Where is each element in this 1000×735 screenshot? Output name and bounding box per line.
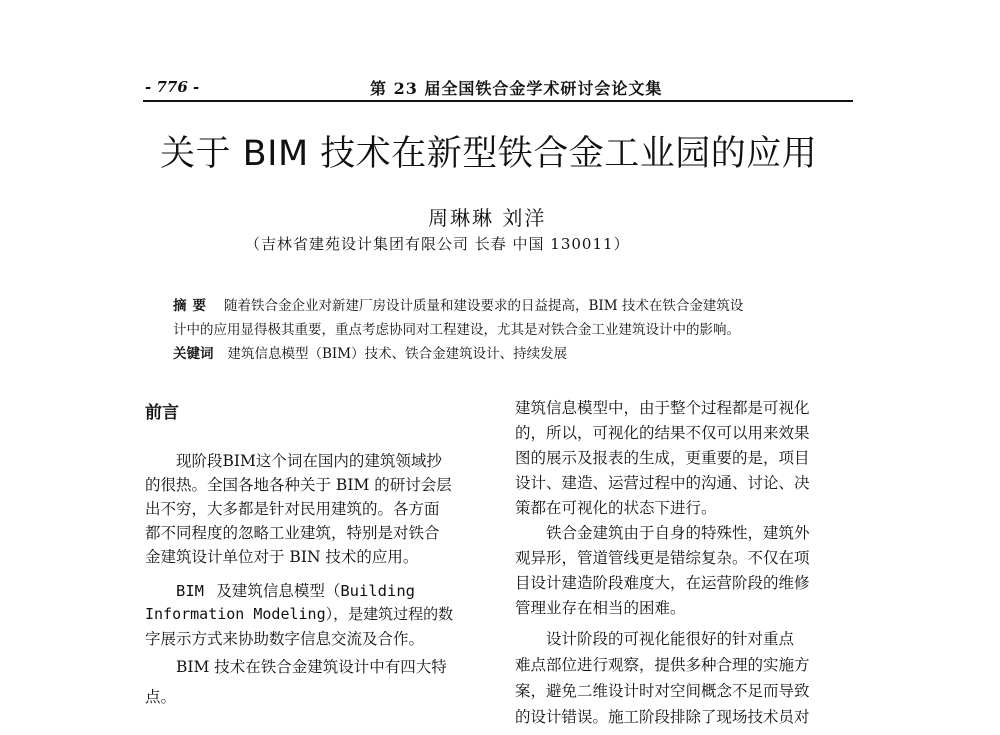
- header-rule: [143, 100, 853, 102]
- abstract-line-1: [173, 294, 743, 314]
- running-head: 第 23 届全国铁合金学术研讨会论文集: [370, 79, 663, 98]
- abstract-label: 摘要: [173, 298, 212, 314]
- section-heading: 前言: [145, 403, 179, 423]
- left-line: BIM 技术在铁合金建筑设计中有四大特: [145, 658, 447, 676]
- right-line: 设计、建造、运营过程中的沟通、讨论、决: [515, 474, 810, 492]
- right-line: 策都在可视化的状态下进行。: [515, 499, 717, 517]
- right-line: 难点部位进行观察，提供多种合理的实施方: [515, 656, 810, 674]
- left-line: 现阶段BIM这个词在国内的建筑领域抄: [145, 452, 442, 470]
- abstract-line-2: 计中的应用显得极其重要，重点考虑协同对工程建设，尤其是对铁合金工业建筑设计中的影响。: [173, 322, 740, 338]
- authors: 周琳琳 刘洋: [428, 206, 547, 230]
- right-line: 管理业存在相当的困难。: [515, 599, 686, 617]
- right-line: 观异形，管道管线更是错综复杂。不仅在项: [515, 549, 810, 567]
- affiliation: （吉林省建苑设计集团有限公司 长春 中国 130011）: [245, 235, 630, 253]
- page-number: - 776 -: [145, 78, 200, 96]
- abstract-text-1: 随着铁合金企业对新建厂房设计质量和建设要求的日益提高，BIM 技术在铁合金建筑设: [224, 298, 744, 314]
- left-line: 的很热。全国各地各种关于 BIM 的研讨会层: [145, 476, 452, 494]
- right-line: 建筑信息模型中，由于整个过程都是可视化: [515, 399, 810, 417]
- keywords-line: [173, 342, 567, 362]
- right-line: 图的展示及报表的生成，更重要的是，项目: [515, 449, 810, 467]
- paper-title: 关于 BIM 技术在新型铁合金工业园的应用: [160, 134, 818, 174]
- keywords-label: 关键词: [173, 346, 214, 362]
- right-line: 的，所以，可视化的结果不仅可以用来效果: [515, 424, 810, 442]
- left-line: 字展示方式来协助数字信息交流及合作。: [145, 630, 425, 648]
- right-line: 的设计错误。施工阶段排除了现场技术员对: [515, 708, 810, 726]
- left-line: 金建筑设计单位对于 BIN 技术的应用。: [145, 548, 419, 566]
- left-line: BIM 及建筑信息模型（Building: [145, 582, 415, 600]
- left-line: 都不同程度的忽略工业建筑，特别是对铁合: [145, 524, 440, 542]
- left-line: 点。: [145, 688, 177, 706]
- right-line: 案，避免二维设计时对空间概念不足而导致: [515, 682, 810, 700]
- keywords-text: 建筑信息模型（BIM）技术、铁合金建筑设计、持续发展: [227, 346, 568, 362]
- right-line: 目设计建造阶段难度大，在运营阶段的维修: [515, 574, 810, 592]
- right-line: 设计阶段的可视化能很好的针对重点: [515, 630, 795, 648]
- left-line: Information Modeling），是建筑过程的数: [145, 605, 454, 623]
- left-line: 出不穷，大多都是针对民用建筑的。各方面: [145, 500, 440, 518]
- right-line: 铁合金建筑由于自身的特殊性，建筑外: [515, 524, 810, 542]
